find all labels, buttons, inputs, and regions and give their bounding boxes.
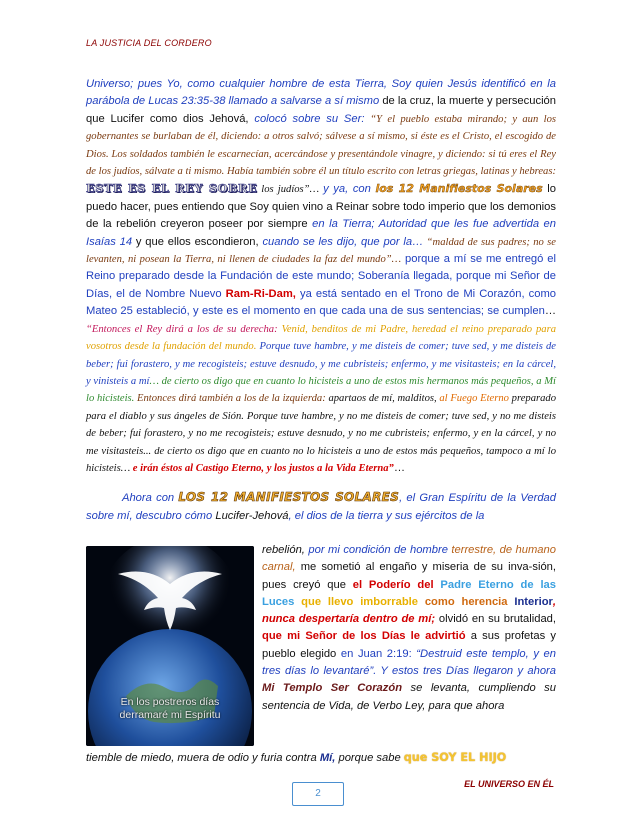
text-run: porque sabe [335, 752, 404, 764]
quote-run: “maldad de sus padres; no se levanten, ni posean la Tierra, ni llenen de ciudades la faz del mundo”… [86, 236, 556, 266]
caption-line: En los postreros días [120, 696, 220, 708]
text-run: Interior [507, 595, 553, 608]
quote-run: Entonces dirá también a los de la izquierda: [134, 393, 329, 405]
highlight-title: ESTE ES EL REY SOBRE [86, 181, 258, 196]
text-run: en Juan 2:19: [340, 647, 412, 660]
quote-run: e irán éstos al Castigo Eterno, y los justos a la Vida Eterna” [132, 462, 394, 474]
text-run: y ya, [323, 183, 353, 196]
text-run: en la Tierra; Autoridad que les fue advertida en Isaías 14 [86, 218, 556, 248]
quote-run: Porque tuve hambre, y me disteis de comer; tuve sed, y me disteis de beber; fui forastero, y me recogisteis; estuve desnudo, y me cubristeis; enfermo, y me visitasteis; en la cárcel, y vinisteis a mí [86, 341, 556, 387]
highlight-hijo: que SOY EL HIJO [403, 751, 507, 764]
earth-dove-image [86, 546, 254, 746]
text-run: , el Gran Espíritu de la Verdad sobre mí, descubro cómo [86, 492, 556, 522]
quote-run: los judíos”… [257, 184, 324, 196]
quote-run: Venid, benditos de mi Padre, heredad el reino preparado para vosotros desde la fundación del mundo. [86, 323, 556, 353]
text-run: el Poderío del [352, 578, 434, 591]
quote-run: “Y el pueblo estaba mirando; y aun los gobernantes se burlaban de él, diciendo: a otros salvó; sálvese a sí mismo, si éste es el Cristo, el escogido de Dios. Los soldados también le escarnecían, acercándose y presentándole vinagre, y diciendo: si tú eres el Rey de los judíos, sálvate a ti mismo. Había también sobre él un título escrito con letras griegas, latinas y hebreas: [86, 113, 557, 178]
wrapped-text [262, 542, 556, 715]
text-run: por mi condición de hombre [308, 544, 452, 556]
text-run: “Destruid este templo, y en tres días lo levantaré”. [262, 647, 556, 678]
text-run: cuando se les dijo, que por la… [262, 235, 424, 248]
text-run: … [544, 305, 556, 318]
text-run: Mi Templo Ser Corazón [262, 682, 403, 695]
text-run: Lucifer-Jehová [215, 509, 289, 522]
main-text [86, 76, 556, 525]
paragraph-2 [86, 489, 556, 525]
text-run: tiemble de miedo, muera de odio y furia contra [86, 752, 320, 764]
text-run: terrestre, de humano carnal, [262, 544, 556, 574]
text-run: con [352, 183, 376, 196]
text-run: Universo; pues Yo, como cualquier hombre de esta Tierra, Soy quien Jesús identificó en la parábola de Lucas 23:35-38 llamado a salvarse a sí mismo [86, 78, 556, 108]
running-footer: EL UNIVERSO EN ÉL [464, 779, 554, 789]
text-run: que llevo imborrable [294, 595, 419, 608]
text-run: ya está sentado en el Trono de Mi Corazón, como Mateo 25 estableció, y este es el momento en que cada una de sus sentencias; se cumplen [86, 287, 556, 318]
caption-line: derramaré mi Espíritu [119, 709, 221, 721]
quote-run: … de cierto os digo que en cuanto lo hicisteis a uno de estos mis hermanos más pequeños, a Mí lo hicisteis. [86, 375, 556, 405]
running-header: LA JUSTICIA DEL CORDERO [86, 38, 212, 48]
quote-run: preparado para el diablo y sus ángeles de Sión. Porque tuve hambre, y no me disteis de comer; tuve sed, y no me disteis de beber; fui forastero, y no me recogisteis; estuve desnudo, y no me cubristeis; enfermo, y en la cárcel, y no me visitasteis... de cierto os digo que en cuanto no lo hicisteis a uno de estos más pequeños, tampoco a mí lo hicisteis… [86, 393, 557, 474]
text-run: … [393, 461, 406, 474]
highlight-manifiestos: los 12 Manifiestos Solares [375, 182, 543, 196]
text-run: porque a mí se me entregó el Reino preparado desde la Fundación de este mundo; Soberanía llegada, porque mi Señor de Días, el de Nombre Nuevo [86, 253, 556, 300]
text-run: Y estos tres Días llegaron y ahora [376, 665, 556, 678]
page-number: 2 [292, 782, 344, 806]
text-run: rebelión, [262, 544, 309, 556]
text-run: y que ellos escondieron, [132, 235, 263, 248]
image-caption [86, 696, 254, 722]
text-run: , nunca despertaría dentro de mí; [262, 595, 556, 626]
text-run: , el dios de la tierra y sus ejércitos de la [288, 509, 485, 522]
text-run: Padre Eterno de las Luces [262, 578, 556, 608]
text-run: Ahora con [122, 492, 179, 505]
closing-line [86, 749, 556, 767]
text-run: colocó sobre su Ser: [254, 112, 371, 125]
quote-run: “Entonces el Rey dirá a los de su derecha: [86, 323, 282, 335]
text-run: como herencia [418, 595, 508, 608]
text-run: olvidó en su brutalidad, [435, 613, 557, 626]
text-run: que mi Señor de los Días le advirtió [262, 630, 466, 643]
quote-run: apartaos de mí, malditos, [328, 393, 440, 405]
text-run: a sus profetas y pueblo elegido [262, 630, 556, 660]
text-run: me sometió al engaño y miseria de su inva-sión, pues creyó que [262, 561, 556, 591]
highlight-manifiestos: LOS 12 MANIFIESTOS SOLARES [178, 490, 400, 505]
text-run: Mí, [319, 752, 336, 764]
text-run: de la cruz, la muerte y persecución que Lucifer como dios Jehová, [86, 95, 556, 125]
name-highlight: Ram-Ri-Dam, [225, 287, 296, 300]
quote-run: al Fuego Eterno [439, 393, 509, 405]
text-run: lo puedo hacer, pues entiendo que Soy quien vino a Reinar sobre todo imperio que los demonios de la rebelión creyeron poseer por siempre [86, 183, 556, 231]
text-run: se levanta, cumpliendo su sentencia de Vida, de Verbo Ley, para que ahora [262, 682, 556, 712]
paragraph-1 [86, 76, 556, 477]
